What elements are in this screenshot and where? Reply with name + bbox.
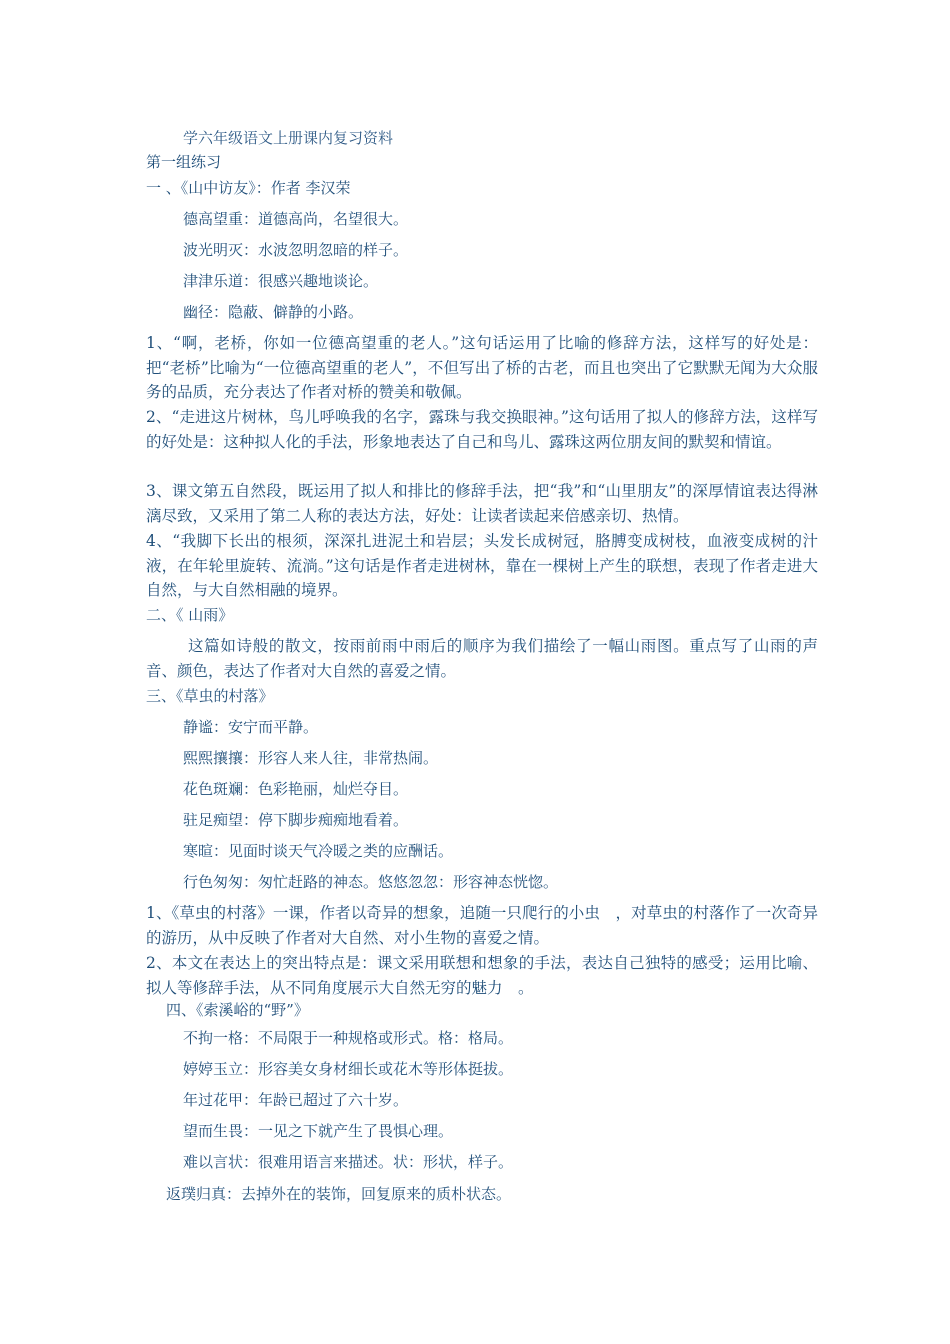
term-definition: 花色斑斓：色彩艳丽，灿烂夺目。 [183, 780, 409, 798]
section-2-heading: 二、《 山雨》 [146, 606, 234, 624]
term-definition: 望而生畏：一见之下就产生了畏惧心理。 [183, 1122, 454, 1140]
note-paragraph: 2、“走进这片树林，鸟儿呼唤我的名字，露珠与我交换眼神。”这句话用了拟人的修辞方法，这样写的好处是：这种拟人化的手法，形象地表达了自己和鸟儿、露珠这两位朋友间的默契和情谊。 [146, 408, 818, 451]
note-paragraph: 1、《草虫的村落》一课，作者以奇异的想象，追随一只爬行的小虫 ，对草虫的村落作了一次奇异的游历，从中反映了作者对大自然、对小生物的喜爱之情。 [146, 904, 818, 947]
note-paragraph: 3、课文第五自然段，既运用了拟人和排比的修辞手法，把“我”和“山里朋友”的深厚情谊表达得淋漓尽致，又采用了第二人称的表达方法，好处：让读者读起来倍感亲切、热情。 [146, 482, 818, 525]
section-1-heading: 一 、《山中访友》：作者 李汉荣 [146, 179, 351, 197]
term-definition: 难以言状：很难用语言来描述。状：形状，样子。 [183, 1153, 514, 1171]
term-definition: 幽径：隐蔽、僻静的小路。 [183, 303, 364, 321]
term-definition: 不拘一格：不局限于一种规格或形式。格：格局。 [183, 1029, 514, 1047]
term-definition: 波光明灭：水波忽明忽暗的样子。 [183, 241, 409, 259]
term-definition: 年过花甲：年龄已超过了六十岁。 [183, 1091, 409, 1109]
term-definition: 熙熙攘攘：形容人来人往，非常热闹。 [183, 749, 439, 767]
term-definition: 行色匆匆：匆忙赶路的神态。悠悠忽忽：形容神态恍惚。 [183, 873, 559, 891]
term-definition: 津津乐道：很感兴趣地谈论。 [183, 272, 379, 290]
group-heading: 第一组练习 [146, 153, 222, 171]
term-definition: 婷婷玉立：形容美女身材细长或花木等形体挺拔。 [183, 1060, 514, 1078]
term-definition: 静谧：安宁而平静。 [183, 718, 319, 736]
term-definition: 寒暄：见面时谈天气冷暖之类的应酬话。 [183, 842, 454, 860]
section-4-heading: 四、《索溪峪的“野”》 [166, 1001, 309, 1019]
note-paragraph: 2、本文在表达上的突出特点是：课文采用联想和想象的手法，表达自己独特的感受；运用比喻、拟人等修辞手法，从不同角度展示大自然无穷的魅力 。 [146, 954, 818, 997]
note-paragraph: 4、“我脚下长出的根须，深深扎进泥土和岩层；头发长成树冠，胳膊变成树枝，血液变成树的汁液，在年轮里旋转、流淌。”这句话是作者走进树林，靠在一棵树上产生的联想，表现了作者走进大自然，与大自然相融的境界。 [146, 532, 818, 599]
term-definition: 德高望重：道德高尚，名望很大。 [183, 210, 409, 228]
section-3-heading: 三、《草虫的村落》 [146, 687, 274, 705]
term-definition: 返璞归真：去掉外在的装饰，回复原来的质朴状态。 [166, 1185, 512, 1203]
note-paragraph: 1、“啊，老桥，你如一位德高望重的老人。”这句话运用了比喻的修辞方法，这样写的好处是：把“老桥”比喻为“一位德高望重的老人”，不但写出了桥的古老，而且也突出了它默默无闻为大众服务的品质，充分表达了作者对桥的赞美和敬佩。 [146, 334, 818, 401]
document-title: 学六年级语文上册课内复习资料 [183, 129, 394, 147]
term-definition: 驻足痴望：停下脚步痴痴地看着。 [183, 811, 409, 829]
section-2-text: 这篇如诗般的散文，按雨前雨中雨后的顺序为我们描绘了一幅山雨图。重点写了山雨的声音、颜色，表达了作者对大自然的喜爱之情。 [146, 637, 818, 680]
